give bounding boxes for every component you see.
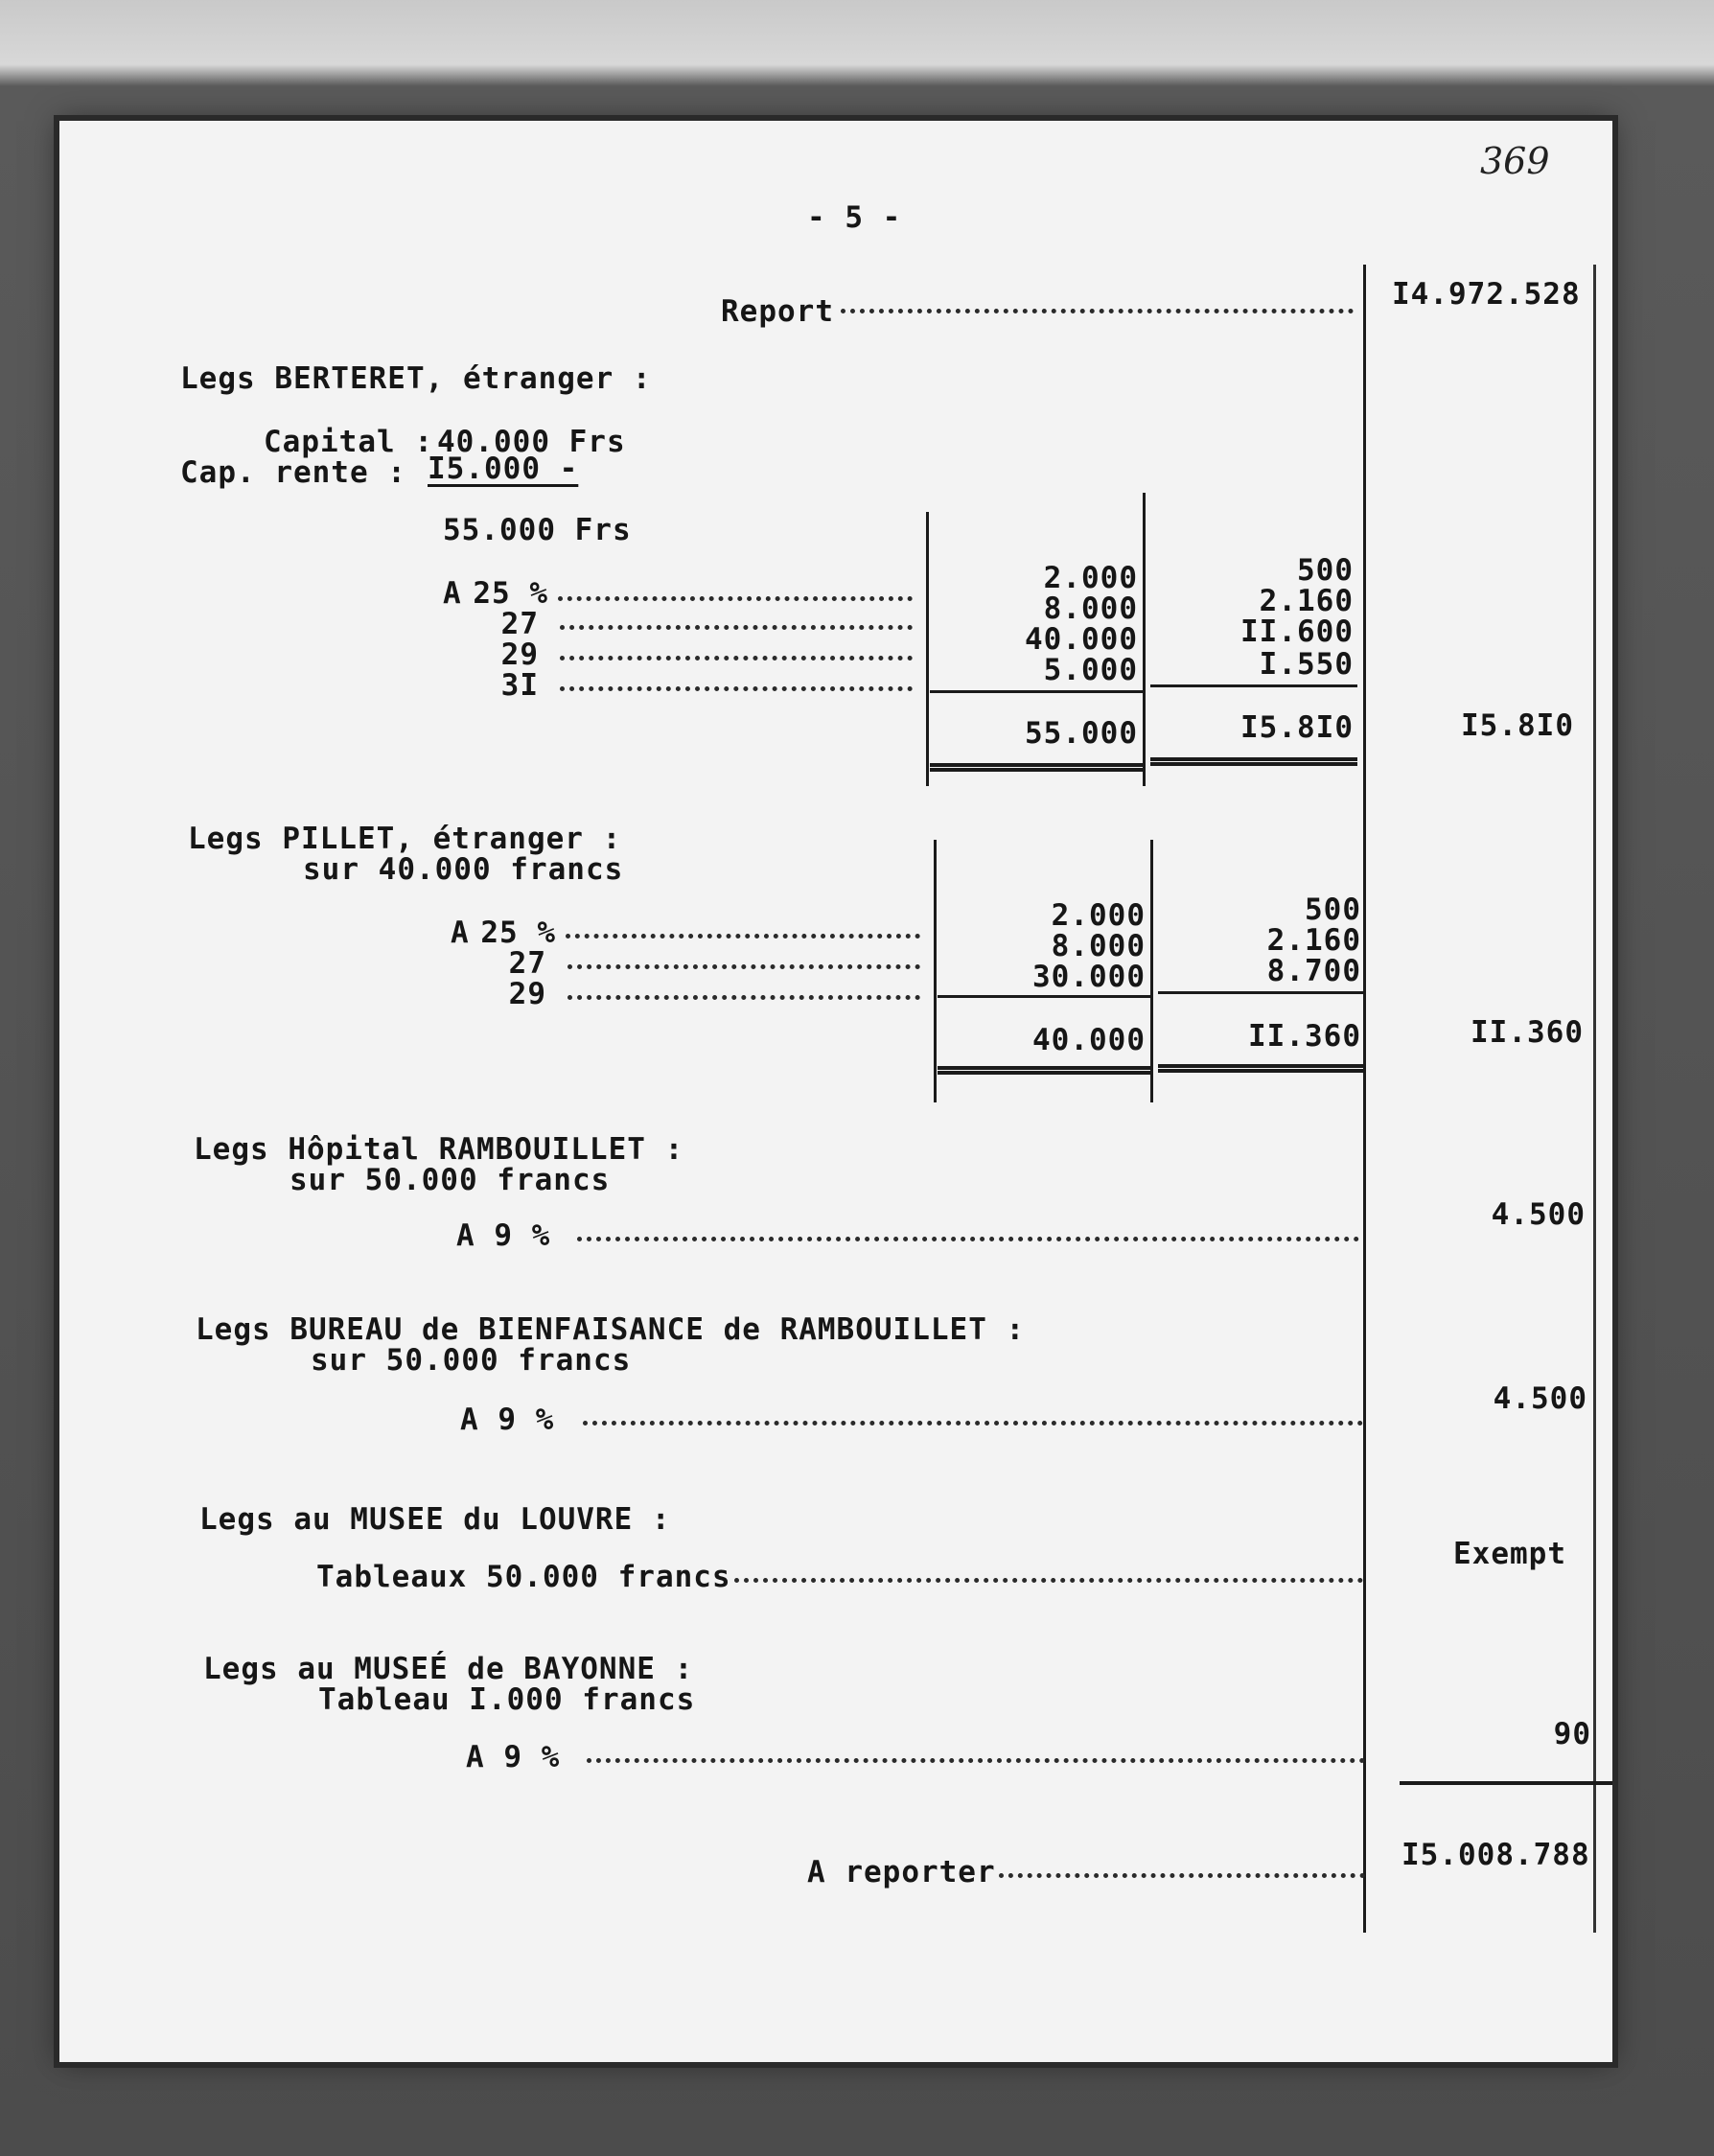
berteret-amount: I5.8I0 <box>1461 708 1574 743</box>
pillet-leader-1 <box>567 964 920 969</box>
berteret-capital-label: Capital : <box>264 425 433 459</box>
berteret-rate-prefix: A <box>443 576 462 611</box>
bureau-rate: A 9 % <box>460 1403 555 1437</box>
amount-column-rule <box>1363 265 1366 1933</box>
pillet-rate-2: 29 <box>508 977 546 1011</box>
berteret-base-3: 5.000 <box>1043 653 1138 687</box>
pillet-total-base: 40.000 <box>1032 1023 1146 1057</box>
pillet-subtitle: sur 40.000 francs <box>303 852 624 887</box>
pillet-rate-0: 25 % <box>480 916 556 950</box>
berteret-tax-3: I.550 <box>1259 647 1354 682</box>
reporter-amount: I5.008.788 <box>1401 1838 1590 1872</box>
pillet-base-2: 30.000 <box>1032 960 1146 994</box>
berteret-leader-1 <box>560 625 913 630</box>
pillet-title: Legs PILLET, étranger : <box>188 822 622 856</box>
berteret-tax-1: 2.160 <box>1259 584 1354 618</box>
berteret-total-capital: 55.000 Frs <box>443 513 632 547</box>
bayonne-rate: A 9 % <box>466 1740 561 1774</box>
right-margin-rule <box>1593 265 1596 1933</box>
pillet-tax-subtotal-line <box>1158 991 1365 994</box>
bayonne-title: Legs au MUSEÉ de BAYONNE : <box>203 1652 694 1686</box>
berteret-base-subtotal-line <box>930 690 1143 693</box>
pillet-base-subtotal-line <box>938 995 1150 998</box>
berteret-rente-value: I5.000 - <box>428 452 579 486</box>
louvre-leader <box>734 1578 1363 1583</box>
pillet-leader-2 <box>567 995 920 1000</box>
berteret-base-2: 40.000 <box>1025 622 1138 657</box>
berteret-rente-label: Cap. rente : <box>180 455 406 490</box>
pillet-tax-double-line <box>1158 1064 1365 1073</box>
pillet-base-double-line <box>938 1066 1150 1075</box>
berteret-rate-0: 25 % <box>473 576 548 611</box>
berteret-leader-2 <box>560 656 913 661</box>
pillet-total-tax: II.360 <box>1248 1019 1361 1054</box>
pillet-tax-2: 8.700 <box>1266 954 1361 988</box>
louvre-amount: Exempt <box>1453 1537 1566 1571</box>
bureau-title: Legs BUREAU de BIENFAISANCE de RAMBOUILLET : <box>196 1312 1026 1347</box>
berteret-title: Legs BERTERET, étranger : <box>180 361 652 396</box>
folio-number: 369 <box>1480 140 1550 182</box>
bureau-amount: 4.500 <box>1493 1381 1587 1416</box>
page-number: - 5 - <box>807 200 902 235</box>
berteret-total-base: 55.000 <box>1025 716 1138 751</box>
hopital-leader <box>577 1237 1359 1241</box>
berteret-tax-rule <box>1143 493 1146 786</box>
pillet-amount: II.360 <box>1471 1015 1584 1050</box>
pillet-leader-0 <box>566 934 920 939</box>
pillet-rate-1: 27 <box>508 946 546 981</box>
bayonne-leader <box>587 1758 1365 1763</box>
bayonne-subtitle: Tableau I.000 francs <box>318 1682 696 1717</box>
report-leader <box>841 309 1354 313</box>
berteret-leader-3 <box>560 686 913 691</box>
pillet-base-rule <box>934 840 937 1102</box>
pillet-base-0: 2.000 <box>1051 898 1146 933</box>
report-amount: I4.972.528 <box>1392 277 1581 312</box>
pillet-tax-1: 2.160 <box>1266 923 1361 958</box>
berteret-rate-1: 27 <box>500 607 539 641</box>
pillet-tax-rule <box>1150 840 1153 1102</box>
pillet-base-1: 8.000 <box>1051 929 1146 963</box>
reporter-leader <box>999 1873 1365 1878</box>
berteret-rate-2: 29 <box>500 638 539 672</box>
berteret-tax-2: II.600 <box>1240 614 1354 649</box>
berteret-tax-double-line <box>1150 757 1357 766</box>
berteret-leader-0 <box>558 596 913 601</box>
hopital-subtitle: sur 50.000 francs <box>290 1163 611 1197</box>
berteret-tax-subtotal-line <box>1150 684 1357 687</box>
bayonne-amount: 90 <box>1553 1717 1591 1751</box>
final-total-line <box>1400 1781 1612 1785</box>
pillet-rate-prefix: A <box>451 916 470 950</box>
document-page <box>59 121 1612 2062</box>
hopital-amount: 4.500 <box>1491 1197 1586 1232</box>
berteret-base-rule <box>926 512 929 786</box>
berteret-base-0: 2.000 <box>1043 561 1138 595</box>
berteret-rate-3: 3I <box>500 668 539 703</box>
pillet-tax-0: 500 <box>1305 893 1361 927</box>
bureau-subtitle: sur 50.000 francs <box>311 1343 632 1378</box>
berteret-total-tax: I5.8I0 <box>1240 710 1354 745</box>
berteret-capital-value: 40.000 Frs <box>437 425 626 459</box>
berteret-base-double-line <box>930 763 1143 772</box>
berteret-base-1: 8.000 <box>1043 591 1138 626</box>
bureau-leader <box>583 1421 1363 1426</box>
berteret-tax-0: 500 <box>1297 553 1354 588</box>
hopital-title: Legs Hôpital RAMBOUILLET : <box>194 1132 684 1167</box>
louvre-title: Legs au MUSEE du LOUVRE : <box>199 1502 671 1537</box>
louvre-line: Tableaux 50.000 francs <box>316 1560 731 1594</box>
reporter-label: A reporter <box>807 1855 996 1889</box>
hopital-rate: A 9 % <box>456 1218 551 1253</box>
report-label: Report <box>721 294 834 329</box>
